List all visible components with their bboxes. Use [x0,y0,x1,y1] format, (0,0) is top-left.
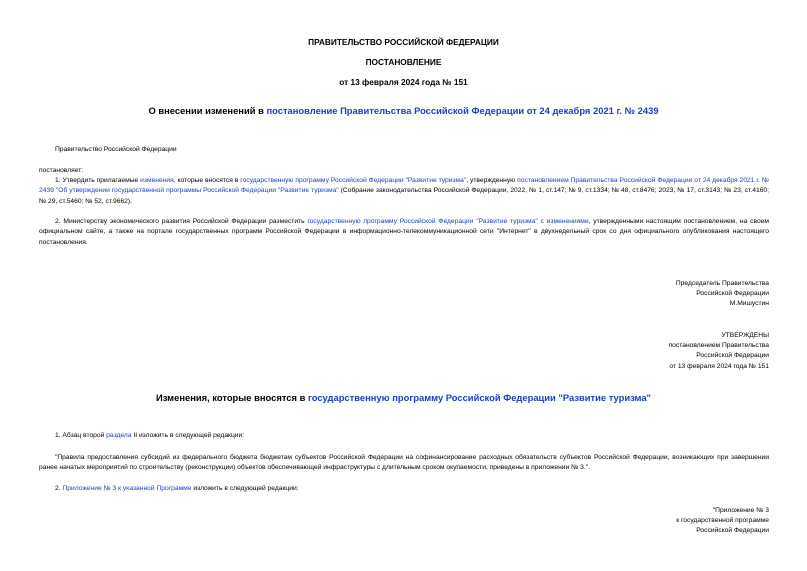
approval-by: постановлением Правительства [668,342,769,350]
appendix-title: "Приложение № 3 [712,507,769,514]
change2-text-2: изложить в следующей редакции: [191,485,299,492]
signature-name: М.Мишустин [729,300,769,308]
preamble-resolves: постановляет: [39,167,84,174]
item1-text-2: , которые вносятся в [173,177,241,184]
document-date-number: от 13 февраля 2024 года № 151 [339,77,468,87]
item1-text-3: , утвержденную [466,177,518,184]
item1-text-4: (Собрание законодательства Российской Федерации, 2022, № 1, ст.147; № 9, ст.1334; № 48, ст.8476; 2023, № 17, ст.3143; № 23, ст.4160; № 29, ст.5460; № 52, ст.9662). [39,187,769,205]
approval-block [669,331,769,372]
changes-title-link[interactable]: государственную программу Российской Федерации "Развитие туризма" [307,392,651,403]
approval-body: Российской Федерации [696,352,769,360]
link-decree-2439[interactable]: постановлением Правительства Российской Федерации от 24 декабря 2021 г. № 2439 "Об утверждении государственной программы Российской Федерации "Развитие туризма" [39,177,769,195]
link-state-program[interactable]: государственную программу Российской Федерации "Развитие туризма" [240,177,467,184]
change1-text-2: II изложить в следующей редакции: [131,432,245,439]
change-item-1 [55,431,244,441]
signature-body: Российской Федерации [696,290,769,298]
signature-position: Председатель Правительства [675,280,769,287]
link-program-with-changes[interactable]: государственную программу Российской Федерации "Развитие туризма" с изменениями [307,218,589,225]
paragraph-item-1 [39,176,769,207]
link-section[interactable]: раздела [106,432,132,439]
approval-label: УТВЕРЖДЕНЫ [721,332,769,339]
link-appendix-3[interactable]: Приложение № 3 к указанной Программе [62,485,192,492]
approval-date: от 13 февраля 2024 года № 151 [669,362,769,370]
paragraph-item-2 [39,217,769,248]
title-prefix: О внесении изменений в [148,105,267,116]
title-link-decree[interactable]: постановление Правительства Российской Федерации от 24 декабря 2021 г. № 2439 [266,105,659,116]
change-item-2 [55,484,299,494]
appendix-body: Российской Федерации [696,527,769,535]
change2-text-1: 2. [55,485,63,492]
government-heading: ПРАВИТЕЛЬСТВО РОССИЙСКОЙ ФЕДЕРАЦИИ [308,37,499,47]
item2-text-2: , утвержденными настоящим постановлением, на своем официальном сайте, а также на портале государственных программ Российской Федерации в информационно-телекоммуникационной сети "Интернет" в двухнедельный срок со дня официального опубликования настоящего постановления. [39,218,769,246]
appendix-block [676,506,769,537]
appendix-subtitle: к государственной программе [676,517,769,525]
document-title [0,105,807,116]
preamble-government: Правительство Российской Федерации [55,146,177,153]
signature-block [676,279,769,310]
document-type: ПОСТАНОВЛЕНИЕ [365,57,442,67]
changes-title-prefix: Изменения, которые вносятся в [156,392,308,403]
item2-text-1: 2. Министерству экономического развития Российской Федерации разместить [55,218,308,225]
change1-text-1: 1. Абзац второй [55,432,107,439]
changes-title [0,392,807,403]
quoted-paragraph: "Правила предоставления субсидий из федерального бюджета бюджетам субъектов Российской Федерации на софинансирование расходных обязательств субъектов Российской Федерации, возникающих при завершении ранее начатых мероприятий по строительству (реконструкции) объектов обеспечивающей инфраструктуры с длительным сроком окупаемости, приведены в приложении № 3.". [39,454,769,472]
item1-text-1: 1. Утвердить прилагаемые [55,177,141,184]
link-changes[interactable]: изменения [140,177,174,184]
